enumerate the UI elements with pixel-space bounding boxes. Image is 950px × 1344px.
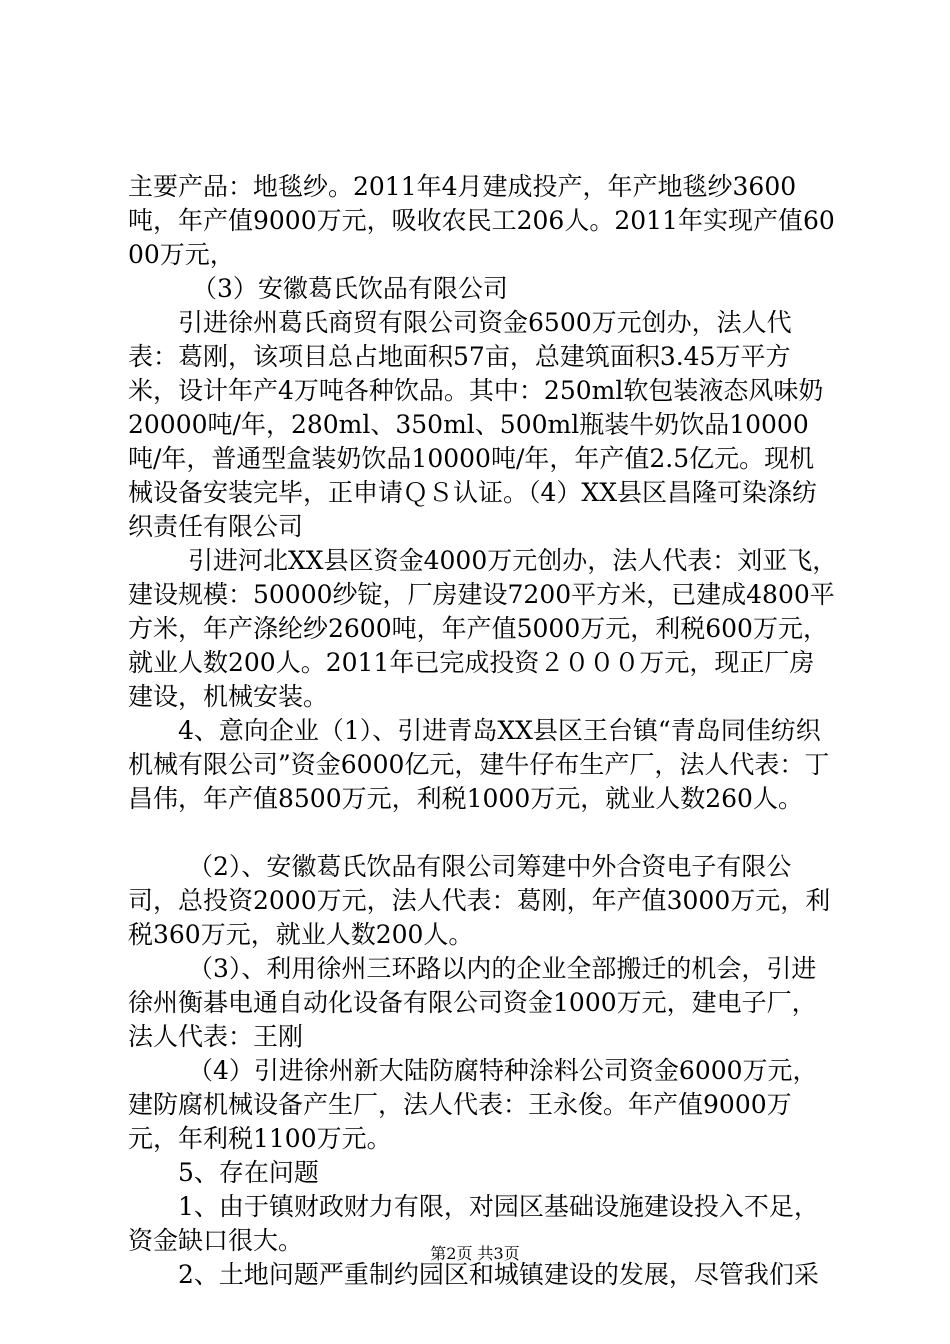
paragraph-intent-enterprises: 4、意向企业（1）、引进青岛XX县区王台镇“青岛同佳纺织机械有限公司”资金6000亿元，建牛仔布生产厂，法人代表：丁昌伟，年产值8500万元，利税1000万元，就业人数260人。 xyxy=(128,716,830,813)
paragraph-heading-anhui-ge: （3）安徽葛氏饮品有限公司 xyxy=(192,274,508,303)
paragraph-heading-problems: 5、存在问题 xyxy=(178,1158,319,1187)
paragraph-anhui-ge-details: 引进徐州葛氏商贸有限公司资金6500万元创办，法人代表：葛刚，该项目总占地面积57亩，总建筑面积3.45万平方米，设计年产4万吨各种饮品。其中：250ml软包装液态风味奶20000吨/年，280ml、350ml、500ml瓶装牛奶饮品10000吨/年，普通型盒装奶饮品10000吨/年，年产值2.5亿元。现机械设备安装完毕，正申请ＱＳ认证。（4）XX县区昌隆可染涤纺织责任有限公司 xyxy=(128,308,824,541)
paragraph-problem-2: 2、土地问题严重制约园区和城镇建设的发展，尽管我们采 xyxy=(178,1260,819,1289)
paragraph-products: 主要产品：地毯纱。2011年4月建成投产，年产地毯纱3600吨，年产值9000万元，吸收农民工206人。2011年实现产值6000万元， xyxy=(128,172,835,269)
paragraph-problem-1: 1、由于镇财政财力有限，对园区基础设施建设投入不足，资金缺口很大。 xyxy=(128,1192,819,1255)
paragraph-intent-4: （4）引进徐州新大陆防腐特种涂料公司资金6000万元，建防腐机械设备产生厂，法人代表：王永俊。年产值9000万元，年利税1100万元。 xyxy=(128,1056,818,1153)
paragraph-intent-2: （2）、安徽葛氏饮品有限公司筹建中外合资电子有限公司，总投资2000万元，法人代表：葛刚，年产值3000万元，利税360万元，就业人数200人。 xyxy=(128,852,831,949)
paragraph-intent-3: （3）、利用徐州三环路以内的企业全部搬迁的机会，引进徐州衡碁电通自动化设备有限公司资金1000万元，建电子厂，法人代表：王刚 xyxy=(128,954,817,1051)
document-body xyxy=(128,170,838,1292)
page-number-footer: 第2页 共3页 xyxy=(430,1244,520,1263)
paragraph-hebei-investment: 引进河北XX县区资金4000万元创办，法人代表：刘亚飞，建设规模：50000纱锭，厂房建设7200平方米，已建成4800平方米，年产涤纶纱2600吨，年产值5000万元，利税600万元，就业人数200人。2011年已完成投资２０００万元，现正厂房建设，机械安装。 xyxy=(128,546,838,711)
paragraph-spacer xyxy=(128,816,838,850)
